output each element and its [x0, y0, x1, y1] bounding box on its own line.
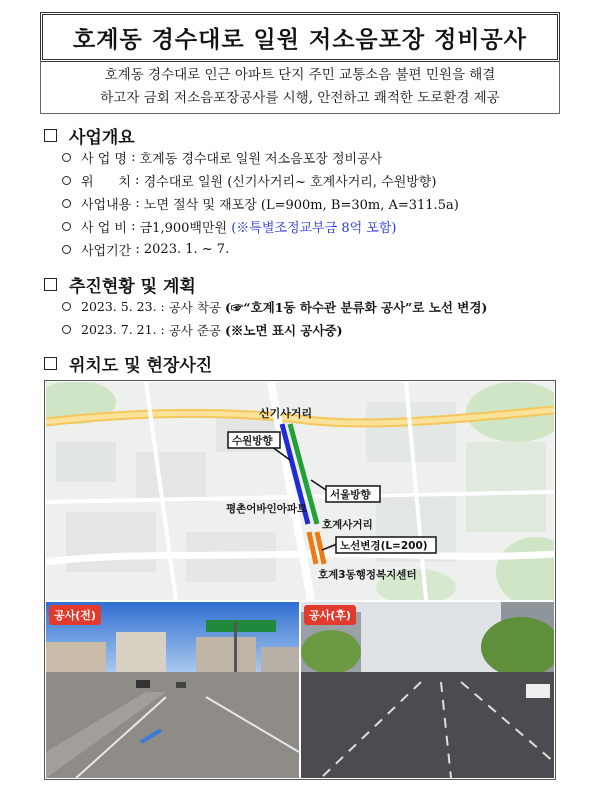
- after-tag: 공사(후): [304, 605, 356, 625]
- overview-item-budget: 사 업 비 : 금1,900백만원 (※특별조정교부금 8억 포함): [62, 215, 459, 238]
- circle-bullet-icon: [62, 325, 71, 334]
- section-overview-heading: [44, 123, 135, 148]
- item-value: 금1,900백만원: [139, 221, 228, 236]
- item-key: 사 업 비: [81, 221, 127, 236]
- circle-bullet-icon: [62, 153, 71, 162]
- progress-note: (※노면 표시 공사중): [224, 322, 343, 338]
- overview-item-content: 사업내용 : 노면 절삭 및 재포장 (L=900m, B=30m, A=311.5a): [62, 192, 459, 215]
- circle-bullet-icon: [62, 245, 71, 254]
- title-box: [40, 12, 560, 62]
- location-map: [46, 382, 554, 600]
- circle-bullet-icon: [62, 176, 71, 185]
- progress-list: [62, 295, 487, 341]
- progress-date: 2023. 7. 21.: [81, 322, 157, 337]
- item-value: 경수대로 일원 (신기사거리~ 호계사거리, 수원방향): [143, 175, 437, 190]
- circle-bullet-icon: [62, 199, 71, 208]
- section-title: 위치도 및 현장사진: [69, 356, 213, 376]
- item-value: 2023. 1. ~ 7.: [143, 242, 230, 257]
- map-label-sinki: 신기사거리: [259, 407, 313, 420]
- square-bullet-icon: [44, 278, 57, 291]
- progress-text: 공사 착공: [168, 299, 221, 315]
- photo-before-construction: [46, 602, 299, 778]
- map-label-reroute: 노선변경(L=200): [340, 540, 428, 552]
- location-figure: [44, 380, 556, 780]
- item-key: 사업내용: [81, 198, 132, 213]
- item-value: 노면 절삭 및 재포장 (L=900m, B=30m, A=311.5a): [143, 198, 459, 213]
- overview-item-location: 위 치 : 경수대로 일원 (신기사거리~ 호계사거리, 수원방향): [62, 169, 459, 192]
- circle-bullet-icon: [62, 302, 71, 311]
- road-photo-after: [301, 602, 554, 778]
- map-label-seoul: 서울방향: [330, 489, 371, 501]
- progress-item-start: 2023. 5. 23. : 공사 착공 (☞“호계1동 하수관 분류화 공사”로 노선 변경): [62, 295, 487, 318]
- item-key: 사 업 명: [81, 152, 127, 167]
- section-title: 추진현황 및 계획: [69, 277, 196, 297]
- circle-bullet-icon: [62, 222, 71, 231]
- map-label-hogye: 호계사거리: [322, 519, 373, 531]
- section-title: 사업개요: [69, 128, 135, 148]
- item-key: 위 치: [81, 175, 131, 190]
- map-label-apt: 평촌어바인아파트: [226, 503, 308, 515]
- page-title: 호계동 경수대로 일원 저소음포장 정비공사: [73, 26, 527, 53]
- map-label-suwon: 수원방향: [232, 435, 273, 447]
- section-location-heading: [44, 351, 212, 376]
- progress-item-end: 2023. 7. 21. : 공사 준공 (※노면 표시 공사중): [62, 318, 487, 341]
- before-tag: 공사(전): [49, 605, 101, 625]
- overview-list: [62, 146, 459, 261]
- intro-box: [40, 60, 560, 114]
- photo-after-construction: [301, 602, 554, 778]
- progress-text: 공사 준공: [168, 322, 221, 338]
- item-value: 호계동 경수대로 일원 저소음포장 정비공사: [139, 152, 383, 167]
- budget-note: (※특별조정교부금 8억 포함): [231, 221, 397, 236]
- intro-line-2: 하고자 금회 저소음포장공사를 시행, 안전하고 쾌적한 도로환경 제공: [100, 90, 500, 106]
- map-label-center: 호계3동행정복지센터: [318, 569, 417, 581]
- overview-item-period: 사업기간 : 2023. 1. ~ 7.: [62, 238, 459, 261]
- square-bullet-icon: [44, 129, 57, 142]
- overview-item-name: 사 업 명 : 호계동 경수대로 일원 저소음포장 정비공사: [62, 146, 459, 169]
- section-progress-heading: [44, 272, 196, 297]
- item-key: 사업기간: [81, 244, 132, 259]
- progress-note: (☞“호계1동 하수관 분류화 공사”로 노선 변경): [224, 299, 488, 315]
- intro-line-1: 호계동 경수대로 인근 아파트 단지 주민 교통소음 불편 민원을 해결: [104, 67, 496, 83]
- square-bullet-icon: [44, 357, 57, 370]
- road-photo-before: [46, 602, 299, 778]
- progress-date: 2023. 5. 23.: [81, 299, 157, 314]
